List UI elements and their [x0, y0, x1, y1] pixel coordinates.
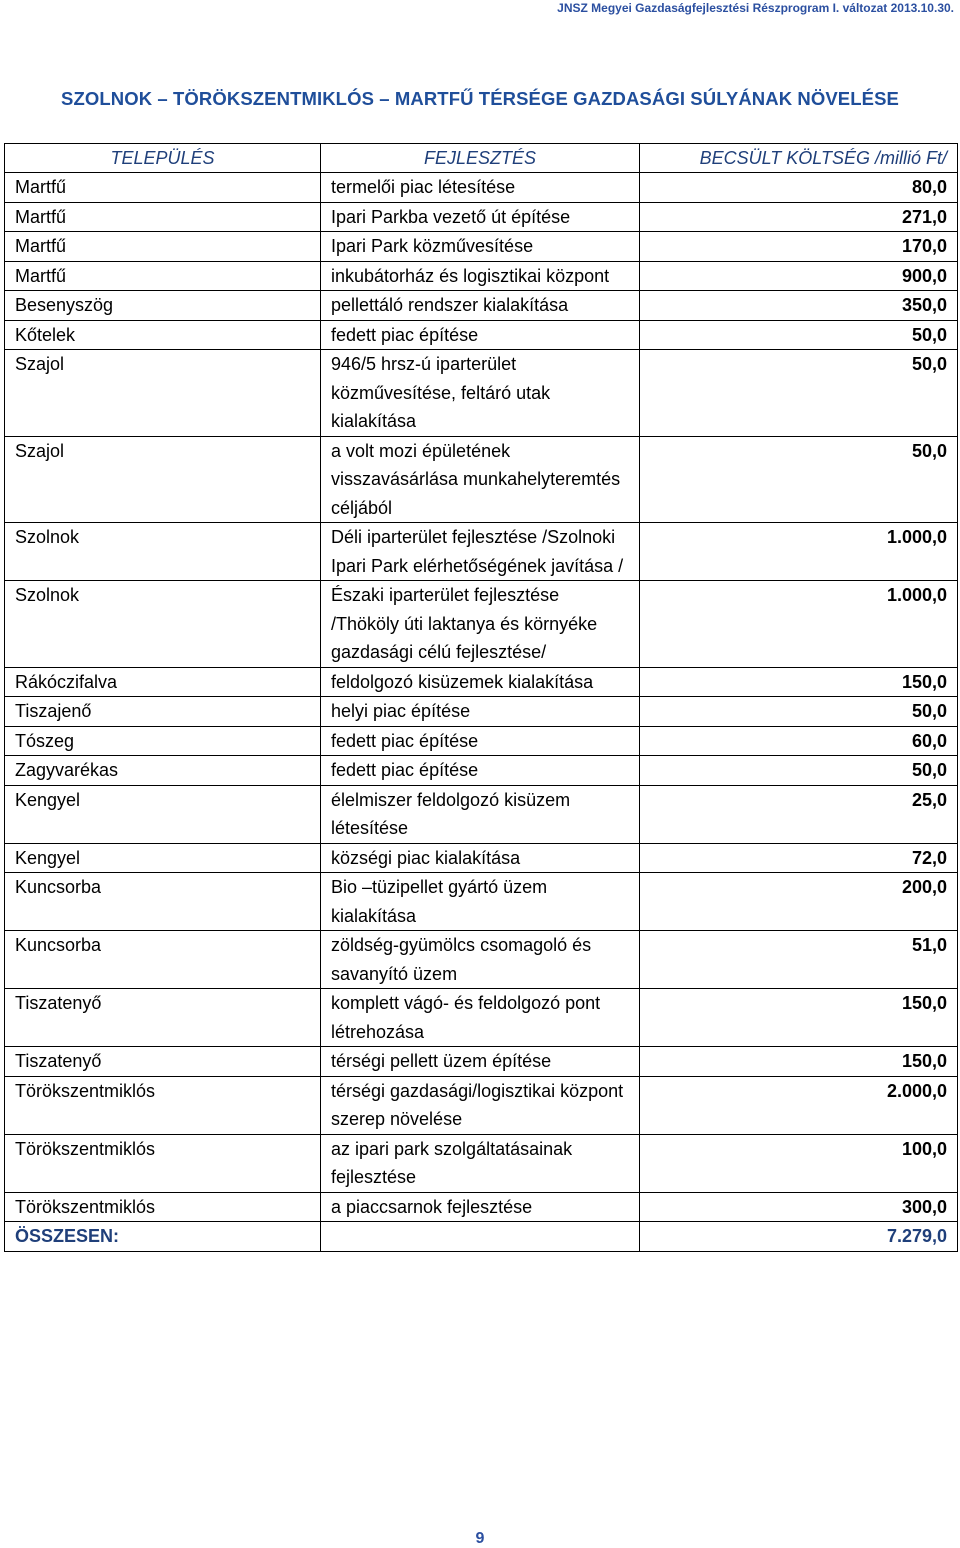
cost-cell: 50,0 [640, 756, 958, 786]
total-development-cell [321, 1222, 640, 1252]
table-row [5, 291, 958, 321]
settlement-cell: Szolnok [5, 581, 321, 668]
cost-cell: 51,0 [640, 931, 958, 989]
column-header-development: FEJLESZTÉS [321, 144, 640, 173]
settlement-cell: Tószeg [5, 726, 321, 756]
development-cell: termelői piac létesítése [321, 173, 640, 203]
development-cell: fedett piac építése [321, 756, 640, 786]
cost-cell: 271,0 [640, 202, 958, 232]
cost-cell: 150,0 [640, 989, 958, 1047]
column-header-cost: BECSÜLT KÖLTSÉG /millió Ft/ [640, 144, 958, 173]
settlement-cell: Szolnok [5, 523, 321, 581]
table-row [5, 173, 958, 203]
settlement-cell: Kuncsorba [5, 873, 321, 931]
table-row [5, 667, 958, 697]
table-row [5, 202, 958, 232]
table-row [5, 436, 958, 523]
settlement-cell: Rákóczifalva [5, 667, 321, 697]
development-cell: pellettáló rendszer kialakítása [321, 291, 640, 321]
cost-cell: 170,0 [640, 232, 958, 262]
development-cell: zöldség-gyümölcs csomagoló és savanyító üzem [321, 931, 640, 989]
development-cell: a volt mozi épületének visszavásárlása munkahelyteremtés céljából [321, 436, 640, 523]
development-cell: komplett vágó- és feldolgozó pont létrehozása [321, 989, 640, 1047]
column-header-settlement: TELEPÜLÉS [5, 144, 321, 173]
cost-cell: 900,0 [640, 261, 958, 291]
settlement-cell: Kuncsorba [5, 931, 321, 989]
development-table [4, 143, 958, 1252]
development-cell: inkubátorház és logisztikai központ [321, 261, 640, 291]
settlement-cell: Martfű [5, 173, 321, 203]
cost-cell: 150,0 [640, 667, 958, 697]
cost-cell: 25,0 [640, 785, 958, 843]
table-row [5, 785, 958, 843]
table-row [5, 873, 958, 931]
table-row [5, 931, 958, 989]
settlement-cell: Tiszatenyő [5, 989, 321, 1047]
development-cell: élelmiszer feldolgozó kisüzem létesítése [321, 785, 640, 843]
table-row [5, 697, 958, 727]
development-cell: fedett piac építése [321, 320, 640, 350]
cost-cell: 350,0 [640, 291, 958, 321]
settlement-cell: Törökszentmiklós [5, 1076, 321, 1134]
table-row [5, 523, 958, 581]
table-row [5, 320, 958, 350]
settlement-cell: Martfű [5, 261, 321, 291]
total-row [5, 1222, 958, 1252]
cost-cell: 150,0 [640, 1047, 958, 1077]
total-label: ÖSSZESEN: [5, 1222, 321, 1252]
table-row [5, 843, 958, 873]
cost-cell: 1.000,0 [640, 523, 958, 581]
settlement-cell: Martfű [5, 232, 321, 262]
settlement-cell: Törökszentmiklós [5, 1134, 321, 1192]
development-cell: községi piac kialakítása [321, 843, 640, 873]
development-cell: Ipari Park közművesítése [321, 232, 640, 262]
settlement-cell: Besenyszög [5, 291, 321, 321]
development-cell: 946/5 hrsz-ú iparterület közművesítése, feltáró utak kialakítása [321, 350, 640, 437]
table-row [5, 1192, 958, 1222]
settlement-cell: Szajol [5, 350, 321, 437]
development-cell: Északi iparterület fejlesztése /Thököly úti laktanya és környéke gazdasági célú fejlesztése/ [321, 581, 640, 668]
cost-cell: 50,0 [640, 320, 958, 350]
cost-cell: 80,0 [640, 173, 958, 203]
document-header-note: JNSZ Megyei Gazdaságfejlesztési Részprogram I. változat 2013.10.30. [557, 1, 954, 15]
development-cell: Déli iparterület fejlesztése /Szolnoki Ipari Park elérhetőségének javítása / [321, 523, 640, 581]
settlement-cell: Zagyvarékas [5, 756, 321, 786]
cost-cell: 1.000,0 [640, 581, 958, 668]
development-cell: az ipari park szolgáltatásainak fejlesztése [321, 1134, 640, 1192]
settlement-cell: Tiszajenő [5, 697, 321, 727]
development-cell: fedett piac építése [321, 726, 640, 756]
cost-cell: 2.000,0 [640, 1076, 958, 1134]
settlement-cell: Tiszatenyő [5, 1047, 321, 1077]
cost-cell: 100,0 [640, 1134, 958, 1192]
table-row [5, 1076, 958, 1134]
table-row [5, 261, 958, 291]
table-row [5, 989, 958, 1047]
cost-cell: 50,0 [640, 350, 958, 437]
development-cell: Ipari Parkba vezető út építése [321, 202, 640, 232]
cost-cell: 60,0 [640, 726, 958, 756]
development-cell: feldolgozó kisüzemek kialakítása [321, 667, 640, 697]
table-row [5, 350, 958, 437]
development-cell: helyi piac építése [321, 697, 640, 727]
development-cell: a piaccsarnok fejlesztése [321, 1192, 640, 1222]
cost-cell: 72,0 [640, 843, 958, 873]
table-row [5, 1134, 958, 1192]
cost-cell: 50,0 [640, 697, 958, 727]
cost-cell: 300,0 [640, 1192, 958, 1222]
table-body [5, 173, 958, 1252]
cost-cell: 200,0 [640, 873, 958, 931]
settlement-cell: Szajol [5, 436, 321, 523]
development-cell: Bio –tüzipellet gyártó üzem kialakítása [321, 873, 640, 931]
development-cell: térségi pellett üzem építése [321, 1047, 640, 1077]
total-cost: 7.279,0 [640, 1222, 958, 1252]
table-header-row [5, 144, 958, 173]
settlement-cell: Martfű [5, 202, 321, 232]
table-row [5, 756, 958, 786]
cost-cell: 50,0 [640, 436, 958, 523]
table-row [5, 1047, 958, 1077]
settlement-cell: Törökszentmiklós [5, 1192, 321, 1222]
settlement-cell: Kengyel [5, 785, 321, 843]
settlement-cell: Kőtelek [5, 320, 321, 350]
document-title: SZOLNOK – TÖRÖKSZENTMIKLÓS – MARTFŰ TÉRSÉGE GAZDASÁGI SÚLYÁNAK NÖVELÉSE [61, 88, 899, 109]
table-row [5, 581, 958, 668]
settlement-cell: Kengyel [5, 843, 321, 873]
page-number: 9 [475, 1530, 485, 1547]
development-cell: térségi gazdasági/logisztikai központ szerep növelése [321, 1076, 640, 1134]
table-row [5, 726, 958, 756]
table-row [5, 232, 958, 262]
